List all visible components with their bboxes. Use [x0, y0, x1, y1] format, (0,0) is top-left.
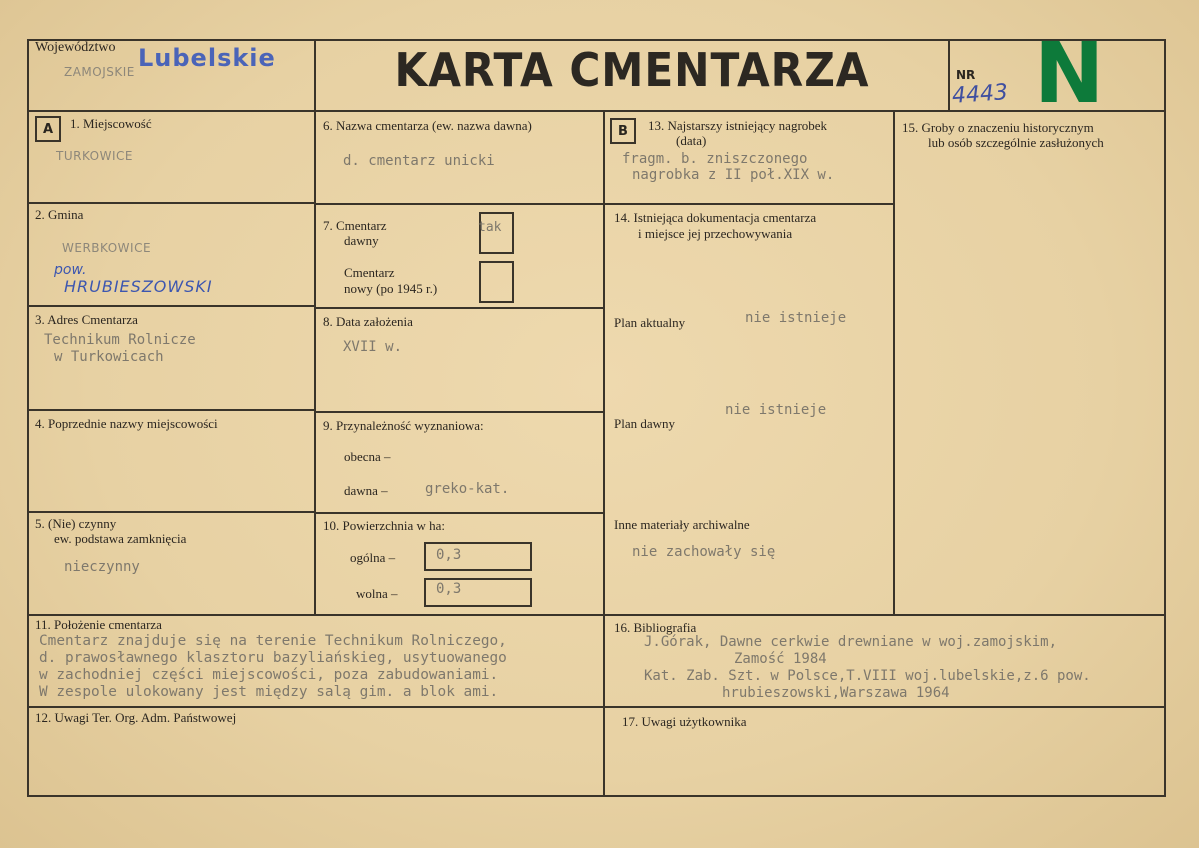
field-13-label-line1: 13. Najstarszy istniejący nagrobek [648, 118, 828, 133]
field-11-line4: W zespole ulokowany jest między salą gim. a blok ami. [39, 684, 499, 700]
field-13-value-line2: nagrobka z II poł.XIX w. [632, 167, 835, 183]
field-7-nowy-checkbox[interactable] [479, 261, 514, 303]
field-14-inne-label: Inne materiały archiwalne [614, 517, 750, 532]
page-title: KARTA CMENTARZA [394, 43, 870, 97]
field-3-label: 3. Adres Cmentarza [35, 312, 138, 327]
wojewodztwo-typed: ZAMOJSKIE [64, 65, 135, 79]
field-10-ogolna-label: ogólna – [350, 550, 396, 565]
wojewodztwo-label: Województwo [35, 40, 116, 55]
rule-col2 [603, 110, 605, 797]
field-9-dawna-value: greko-kat. [425, 481, 510, 497]
field-14-plan-aktualny-value: nie istnieje [745, 310, 847, 326]
field-2-hand-name: HRUBIESZOWSKI [64, 277, 213, 296]
field-11-label: 11. Położenie cmentarza [35, 617, 162, 632]
field-15-label-line2: lub osób szczególnie zasłużonych [928, 135, 1104, 150]
field-7-label-line2: dawny [344, 233, 379, 248]
field-6-label: 6. Nazwa cmentarza (ew. nazwa dawna) [323, 118, 532, 133]
rule-c1-r2 [27, 305, 316, 307]
field-2-value: WERBKOWICE [62, 241, 152, 255]
field-8-label: 8. Data założenia [323, 314, 413, 329]
field-17-label: 17. Uwagi użytkownika [622, 714, 747, 729]
rule-left [27, 39, 29, 797]
field-9-label: 9. Przynależność wyznaniowa: [323, 418, 484, 433]
field-15-label-line1: 15. Groby o znaczeniu historycznym [902, 120, 1094, 135]
field-16-line4: hrubieszowski,Warszawa 1964 [722, 685, 950, 701]
field-16-line3: Kat. Zab. Szt. w Polsce,T.VIII woj.lubelskie,z.6 pow. [644, 668, 1091, 684]
rule-c2-r2 [314, 307, 605, 309]
rule-top [27, 39, 1166, 41]
field-14-inne-value: nie zachowały się [632, 544, 776, 560]
field-14-plan-dawny-value: nie istnieje [725, 402, 827, 418]
field-5-label-line1: 5. (Nie) czynny [35, 516, 117, 531]
field-6-value: d. cmentarz unicki [343, 153, 495, 169]
field-9-obecna-label: obecna – [344, 449, 391, 464]
rule-c2-r4 [314, 512, 605, 514]
nr-label: NR [956, 68, 976, 82]
field-10-wolna-value: 0,3 [436, 581, 462, 597]
rule-c3-r1 [603, 203, 895, 205]
field-16-line1: J.Górak, Dawne cerkwie drewniane w woj.zamojskim, [644, 634, 1058, 650]
field-8-value: XVII w. [343, 339, 403, 355]
field-7-value: tak [478, 220, 502, 235]
field-7b-label-line2: nowy (po 1945 r.) [344, 281, 438, 296]
rule-c1-r1 [27, 202, 316, 204]
section-a-badge: A [35, 116, 61, 142]
field-2-label: 2. Gmina [35, 207, 84, 222]
field-3-value-line1: Technikum Rolnicze [44, 332, 196, 348]
rule-c2-r3 [314, 411, 605, 413]
wojewodztwo-stamp: Lubelskie [138, 44, 276, 72]
rule-col3 [893, 110, 895, 616]
field-14-label-line1: 14. Istniejąca dokumentacja cmentarza [614, 210, 817, 225]
field-10-wolna-label: wolna – [356, 586, 398, 601]
field-7-label-line1: 7. Cmentarz [323, 218, 387, 233]
field-10-label: 10. Powierzchnia w ha: [323, 518, 446, 533]
rule-right [1164, 39, 1166, 797]
field-14-plan-dawny-label: Plan dawny [614, 416, 676, 431]
category-mark: N [1034, 24, 1105, 122]
field-5-label-line2: ew. podstawa zamknięcia [54, 531, 187, 546]
section-b-badge: B [610, 118, 636, 144]
field-13-value-line1: fragm. b. zniszczonego [622, 151, 808, 167]
field-3-value-line2: w Turkowicach [54, 349, 164, 365]
field-7b-label-line1: Cmentarz [344, 265, 395, 280]
field-13-label-line2: (data) [676, 133, 707, 148]
field-14-plan-aktualny-label: Plan aktualny [614, 315, 686, 330]
rule-title-right [948, 39, 950, 111]
field-14-label-line2: i miejsce jej przechowywania [638, 226, 793, 241]
field-1-value: TURKOWICE [56, 149, 133, 163]
field-12-label: 12. Uwagi Ter. Org. Adm. Państwowej [35, 710, 237, 725]
field-5-value: nieczynny [64, 559, 140, 575]
field-16-line2: Zamość 1984 [734, 651, 827, 667]
field-11-line3: w zachodniej części miejscowości, poza zabudowaniami. [39, 667, 499, 683]
field-4-label: 4. Poprzednie nazwy miejscowości [35, 416, 218, 431]
rule-lower-top [27, 614, 1166, 616]
field-2-hand-pow: pow. [54, 262, 87, 278]
rule-header-bottom [27, 110, 1166, 112]
rule-c1-r4 [27, 511, 316, 513]
rule-lower-mid [27, 706, 1166, 708]
rule-col1 [314, 39, 316, 616]
rule-bottom [27, 795, 1166, 797]
field-10-ogolna-value: 0,3 [436, 547, 462, 563]
rule-c1-r3 [27, 409, 316, 411]
rule-c2-r1 [314, 203, 605, 205]
nr-value: 4443 [951, 80, 1009, 109]
field-11-line2: d. prawosławnego klasztoru bazyliańskieg, usytuowanego [39, 650, 507, 666]
field-9-dawna-label: dawna – [344, 483, 388, 498]
field-16-label: 16. Bibliografia [614, 620, 697, 635]
field-11-line1: Cmentarz znajduje się na terenie Technikum Rolniczego, [39, 633, 507, 649]
field-1-label: 1. Miejscowość [70, 116, 152, 131]
